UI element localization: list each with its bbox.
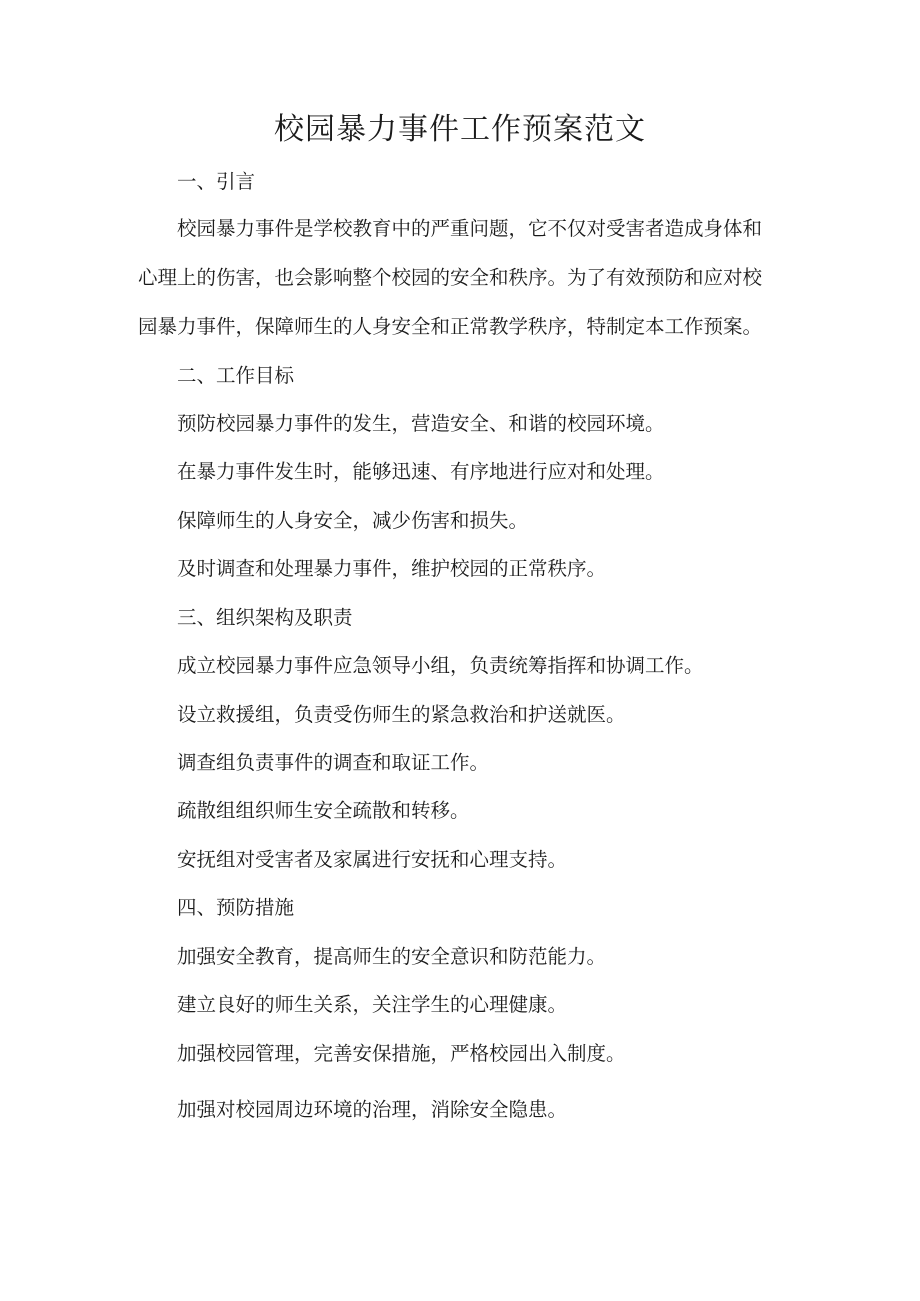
list-item: 调查组负责事件的调查和取证工作。 bbox=[177, 751, 490, 774]
list-item: 在暴力事件发生时，能够迅速、有序地进行应对和处理。 bbox=[177, 460, 665, 483]
list-item: 建立良好的师生关系，关注学生的心理健康。 bbox=[177, 993, 568, 1016]
list-item: 保障师生的人身安全，减少伤害和损失。 bbox=[177, 509, 529, 532]
list-item: 预防校园暴力事件的发生，营造安全、和谐的校园环境。 bbox=[177, 412, 665, 435]
list-item: 加强安全教育，提高师生的安全意识和防范能力。 bbox=[177, 945, 607, 968]
list-item: 加强校园管理，完善安保措施，严格校园出入制度。 bbox=[177, 1042, 626, 1065]
list-item: 加强对校园周边环境的治理，消除安全隐患。 bbox=[177, 1098, 568, 1121]
list-item: 疏散组组织师生安全疏散和转移。 bbox=[177, 799, 470, 822]
paragraph-line: 心理上的伤害，也会影响整个校园的安全和秩序。为了有效预防和应对校 bbox=[138, 266, 763, 289]
list-item: 安抚组对受害者及家属进行安抚和心理支持。 bbox=[177, 848, 568, 871]
list-item: 设立救援组，负责受伤师生的紧急救治和护送就医。 bbox=[177, 703, 626, 726]
section-heading-organization: 三、组织架构及职责 bbox=[177, 606, 353, 629]
list-item: 成立校园暴力事件应急领导小组，负责统筹指挥和协调工作。 bbox=[177, 654, 704, 677]
document-title: 校园暴力事件工作预案范文 bbox=[274, 112, 646, 147]
section-heading-introduction: 一、引言 bbox=[177, 170, 256, 193]
section-heading-goals: 二、工作目标 bbox=[177, 364, 295, 387]
paragraph-line: 园暴力事件，保障师生的人身安全和正常教学秩序，特制定本工作预案。 bbox=[138, 315, 763, 338]
section-heading-prevention: 四、预防措施 bbox=[177, 896, 295, 919]
paragraph-line: 校园暴力事件是学校教育中的严重问题，它不仅对受害者造成身体和 bbox=[177, 217, 763, 240]
list-item: 及时调查和处理暴力事件，维护校园的正常秩序。 bbox=[177, 557, 607, 580]
